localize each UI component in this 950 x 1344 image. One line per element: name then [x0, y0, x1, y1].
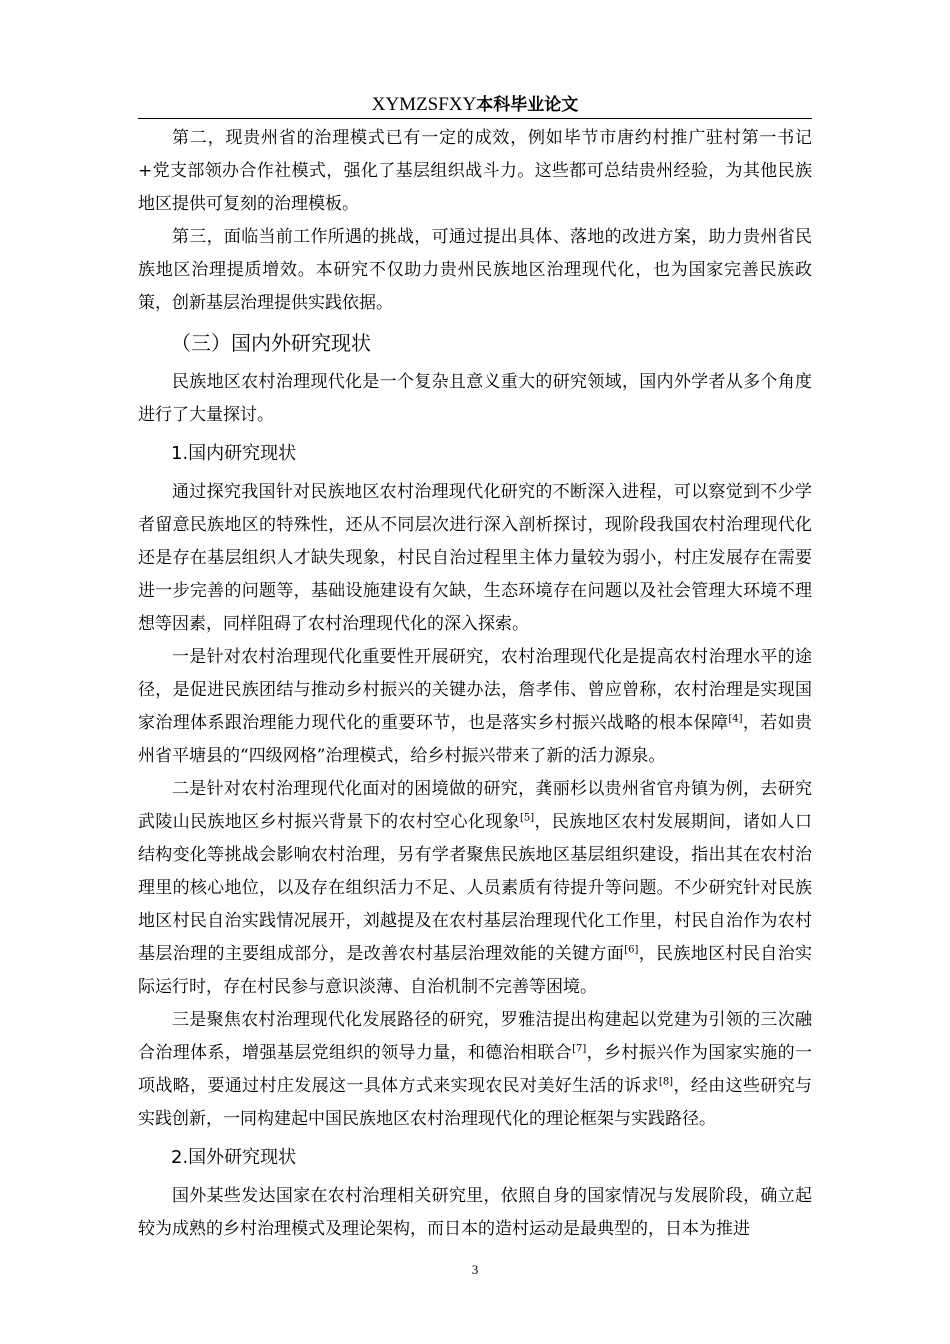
- paragraph-foreign-overview: 国外某些发达国家在农村治理相关研究里，依照自身的国家情况与发展阶段，确立起较为成熟的乡村治理模式及理论架构，而日本的造村运动是最典型的，日本为推进: [138, 1186, 812, 1239]
- text-segment: 二是针对农村治理现代化面对的困境做的研究，龚丽杉以贵州省官舟镇为例，去研究武陵山民族地区乡村振兴背景下的农村空心化现象: [138, 779, 812, 832]
- citation-ref: [4]: [728, 713, 743, 725]
- text-segment: 一是针对农村治理现代化重要性开展研究，农村治理现代化是提高农村治理水平的途径，是促进民族团结与推动乡村振兴的关键办法，詹孝伟、曾应曾称，农村治理是实现国家治理体系跟治理能力现代化的重要环节，也是落实乡村振兴战略的根本保障: [138, 647, 812, 733]
- paragraph-importance-research: [138, 641, 812, 773]
- text-segment: ，经由这些研究与实践创新，一同构建起中国民族地区农村治理现代化的理论框架与实践路径。: [138, 1076, 813, 1129]
- text-segment: ，民族地区村民自治实际运行时，存在村民参与意识淡薄、自治机制不完善等困境。: [138, 944, 813, 997]
- paragraph-research-intro: 民族地区农村治理现代化是一个复杂且意义重大的研究领域，国内外学者从多个角度进行了大量探讨。: [138, 372, 812, 425]
- paragraph-third-point: 第三，面临当前工作所遇的挑战，可通过提出具体、落地的改进方案，助力贵州省民族地区治理提质增效。本研究不仅助力贵州民族地区治理现代化，也为国家完善民族政策，创新基层治理提供实践依据。: [138, 227, 812, 313]
- header-divider: [138, 118, 812, 119]
- subsection-heading-domestic: 1.国内研究现状: [171, 443, 297, 464]
- text-segment: ，民族地区农村发展期间，诸如人口结构变化等挑战会影响农村治理，另有学者聚焦民族地区基层组织建设，指出其在农村治理里的核心地位，以及存在组织活力不足、人员素质有待提升等问题。不少研究针对民族地区村民自治实践情况展开，刘越提及在农村基层治理现代化工作里，村民自治作为农村基层治理的主要组成部分，是改善农村基层治理效能的关键方面: [138, 812, 813, 964]
- text-segment: ，乡村振兴作为国家实施的一项战略，要通过村庄发展这一具体方式来实现农民对美好生活的诉求: [138, 1043, 813, 1096]
- paragraph-second-point: 第二，现贵州省的治理模式已有一定的成效，例如毕节市唐约村推广驻村第一书记+党支部领办合作社模式，强化了基层组织战斗力。这些都可总结贵州经验，为其他民族地区提供可复刻的治理模板。: [138, 128, 812, 214]
- header-school-code: XYMZSFXY: [371, 94, 477, 115]
- text-segment: 三是聚焦农村治理现代化发展路径的研究，罗雅洁提出构建起以党建为引领的三次融合治理体系，增强基层党组织的领导力量，和德治相联合: [138, 1010, 812, 1063]
- header-thesis-label: 本科毕业论文: [476, 95, 579, 115]
- subsection-heading-foreign: 2.国外研究现状: [171, 1147, 297, 1168]
- citation-ref: [7]: [572, 1043, 587, 1055]
- citation-ref: [8]: [658, 1076, 674, 1088]
- paragraph-path-research: [138, 1004, 812, 1136]
- page-number: 3: [471, 1262, 479, 1277]
- text-segment: ，若如贵州省平塘县的“四级网格”治理模式，给乡村振兴带来了新的活力源泉。: [138, 713, 813, 766]
- section-heading-research-status: （三）国内外研究现状: [171, 331, 371, 355]
- paragraph-dilemma-research: [138, 773, 812, 1004]
- citation-ref: [5]: [520, 812, 535, 824]
- paragraph-domestic-overview: 通过探究我国针对民族地区农村治理现代化研究的不断深入进程，可以察觉到不少学者留意民族地区的特殊性，还从不同层次进行深入剖析探讨，现阶段我国农村治理现代化还是存在基层组织人才缺失现象，村民自治过程里主体力量较为弱小，村庄发展存在需要进一步完善的问题等，基础设施建设有欠缺，生态环境存在问题以及社会管理大环境不理想等因素，同样阻碍了农村治理现代化的深入探索。: [138, 482, 812, 634]
- body-content: [138, 122, 812, 1246]
- citation-ref: [6]: [624, 944, 639, 956]
- page-header: [138, 92, 812, 117]
